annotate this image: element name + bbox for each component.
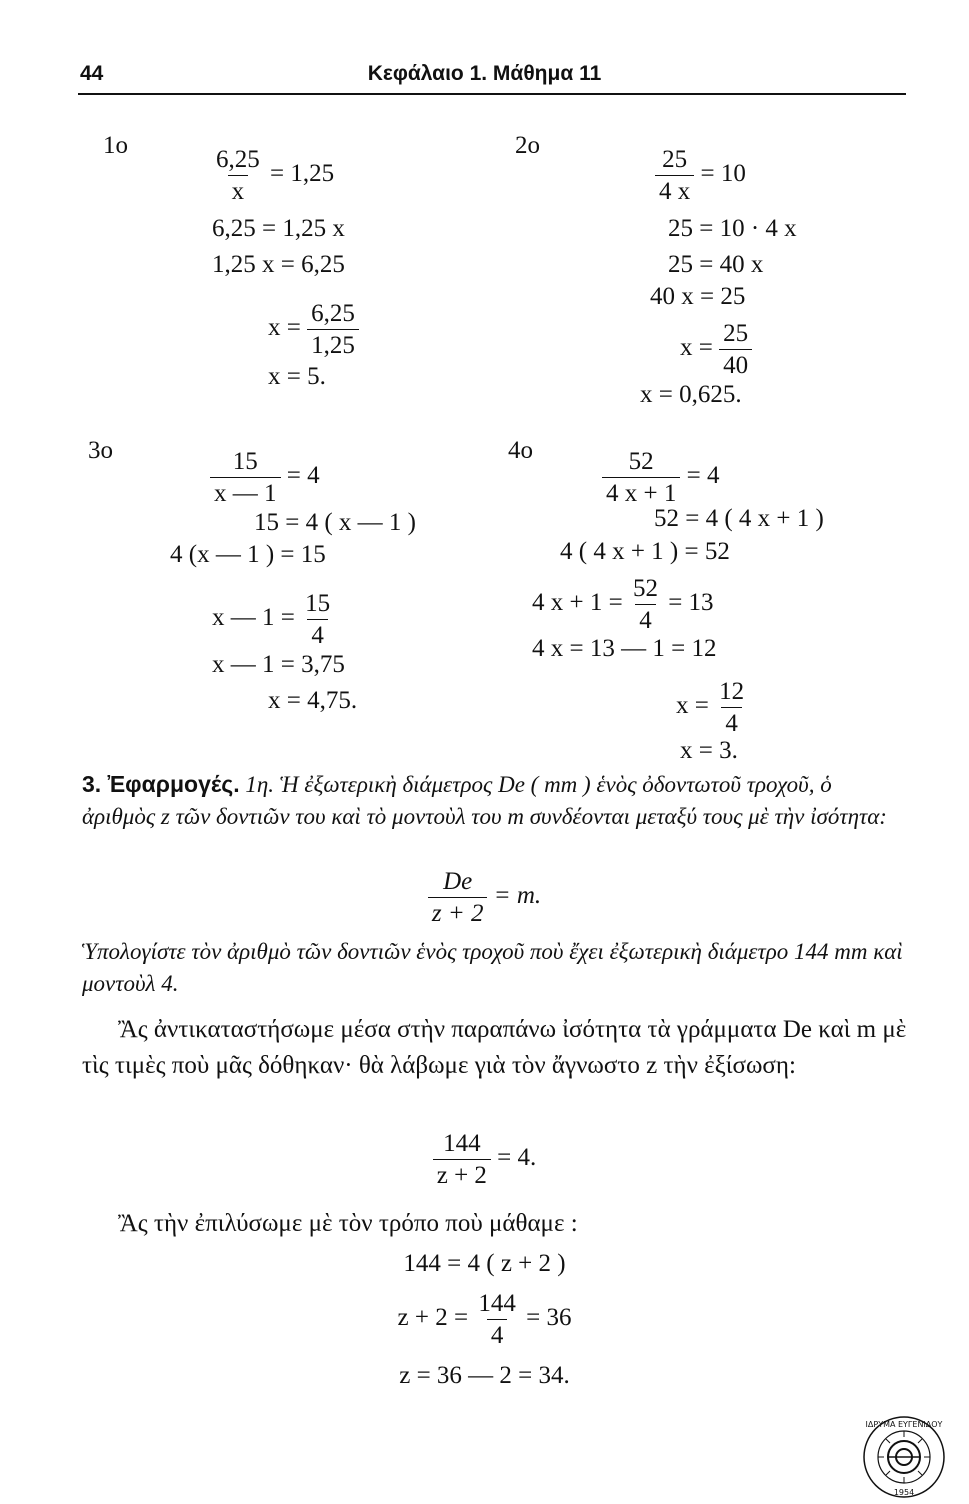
problem-text-1: Ἡ ἐξωτερικὴ διάμετρος De ( mm ) ἑνὸς ὀδοντωτοῦ τροχοῦ, ὁ ἀριθμὸς z τῶν δοντιῶν του καὶ τὸ μοντοὺλ του m συνδέονται μεταξύ τους μὲ τὴν ἰσότητα: xyxy=(82,772,887,829)
ex4-line-3: 4 ( 4 x + 1 ) = 52 xyxy=(560,538,730,565)
problem-text-2: Ὑπολογίστε τὸν ἀριθμὸ τῶν δοντιῶν ἑνὸς τροχοῦ ποὺ ἔχει ἐξωτερικὴ διάμετρο 144 mm καὶ μοντοὺλ 4. xyxy=(82,939,903,996)
ex3-line-3: 4 (x — 1 ) = 15 xyxy=(170,541,326,568)
formula-main: $\frac{De}{z + 2}$ = m. xyxy=(0,868,969,927)
solution-paragraph-2: Ἂς τὴν ἐπιλύσωμε μὲ τὸν τρόπο ποὺ μάθαμε : xyxy=(118,1210,578,1237)
problem-label: 1η. xyxy=(245,772,275,797)
ex4-line-5: 4 x = 13 — 1 = 12 xyxy=(532,635,717,662)
ex2-line-5: x = $\frac{25}{40}$ xyxy=(680,320,752,379)
ex3-line-4: x — 1 = $\frac{15}{4}$ xyxy=(212,590,331,649)
ex4-line-4: 4 x + 1 = $\frac{52}{4}$ = 13 xyxy=(532,575,714,634)
svg-text:1954: 1954 xyxy=(893,1488,915,1497)
foundation-seal-icon xyxy=(862,1415,946,1499)
section-heading: 3. Ἐφαρμογές. xyxy=(82,771,240,797)
ex3-line-2: 15 = 4 ( x — 1 ) xyxy=(254,509,416,536)
exercise-2-label: 2ο xyxy=(515,132,540,159)
ex4-line-7: x = 3. xyxy=(680,737,738,764)
ex1-line-2: 6,25 = 1,25 x xyxy=(212,215,345,242)
ex1-line-4: x = $\frac{6,25}{1,25}$ xyxy=(268,300,359,359)
ex2-line-4: 40 x = 25 xyxy=(650,283,746,310)
ex1-line-1: $\frac{6,25}{x}$ = 1,25 xyxy=(216,146,335,205)
running-title: Κεφάλαιο 1. Μάθημα 11 xyxy=(367,62,602,85)
page-number: 44 xyxy=(80,62,104,85)
svg-text:ΙΔΡΥΜΑ ΕΥΓΕΝΙΔΟΥ: ΙΔΡΥΜΑ ΕΥΓΕΝΙΔΟΥ xyxy=(865,1420,943,1429)
ex4-line-2: 52 = 4 ( 4 x + 1 ) xyxy=(654,505,824,532)
problem-statement xyxy=(82,768,908,833)
ex2-line-2: 25 = 10 · 4 x xyxy=(668,215,797,242)
ex1-line-5: x = 5. xyxy=(268,363,326,390)
equation-substituted: $\frac{144}{z + 2}$ = 4. xyxy=(0,1130,969,1189)
ex1-line-3: 1,25 x = 6,25 xyxy=(212,251,345,278)
equation-step-1: 144 = 4 ( z + 2 ) xyxy=(403,1250,566,1277)
ex3-line-5: x — 1 = 3,75 xyxy=(212,651,345,678)
solution-paragraph-1: Ἂς ἀντικαταστήσωμε μέσα στὴν παραπάνω ἰσότητα τὰ γράμματα De καὶ m μὲ τὶς τιμὲς ποὺ μᾶς δόθηκαν· θὰ λάβωμε γιὰ τὸν ἄγνωστο z τὴν ἐξίσωση: xyxy=(82,1016,907,1079)
ex4-line-1: $\frac{52}{4 x + 1}$ = 4 xyxy=(602,448,719,507)
equation-step-3: z = 36 — 2 = 34. xyxy=(399,1362,570,1389)
exercise-3-label: 3ο xyxy=(88,437,113,464)
exercise-4-label: 4ο xyxy=(508,437,533,464)
exercise-1-label: 1ο xyxy=(103,132,128,159)
header-rule xyxy=(78,93,906,95)
ex3-line-6: x = 4,75. xyxy=(268,687,358,714)
ex3-line-1: $\frac{15}{x — 1}$ = 4 xyxy=(210,448,320,507)
ex2-line-1: $\frac{25}{4 x}$ = 10 xyxy=(655,146,746,205)
ex4-line-6: x = $\frac{12}{4}$ xyxy=(676,678,745,737)
equation-step-2: z + 2 = $\frac{144}{4}$ = 36 xyxy=(397,1290,572,1349)
ex2-line-3: 25 = 40 x xyxy=(668,251,764,278)
ex2-line-6: x = 0,625. xyxy=(640,381,742,408)
